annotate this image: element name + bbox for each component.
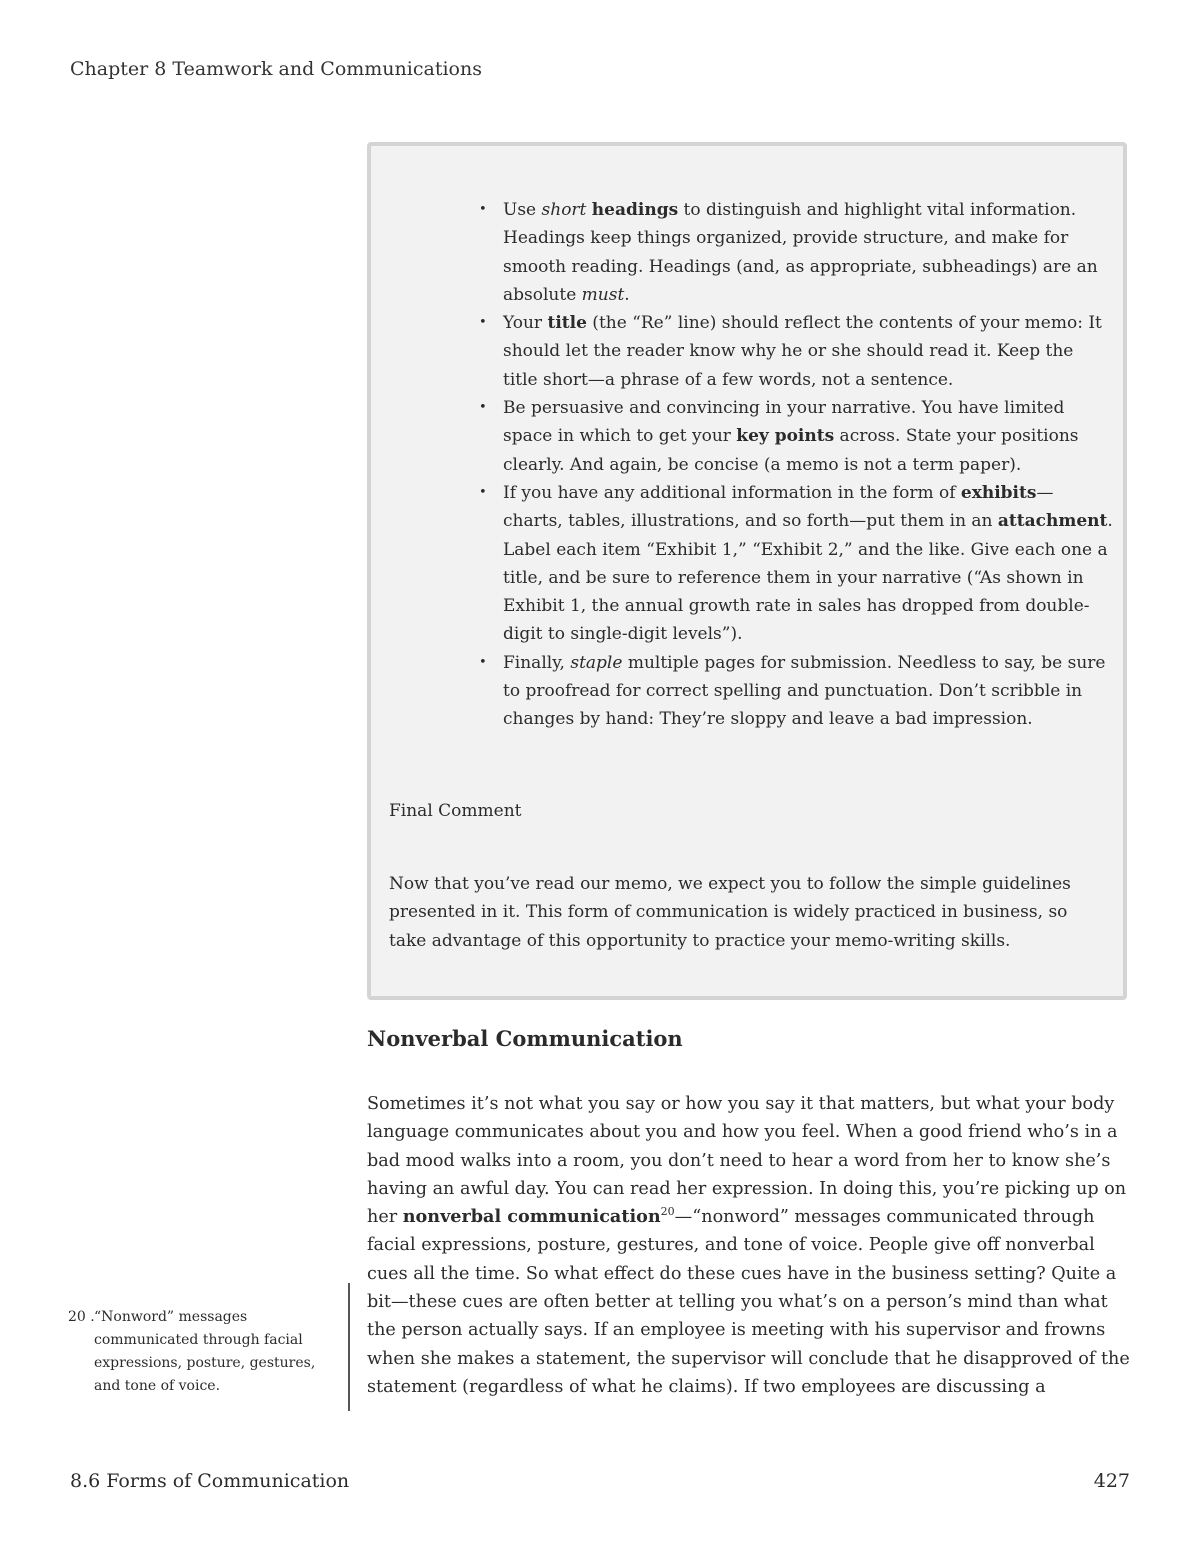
- list-item: [479, 394, 1113, 479]
- footnote-text: “Nonword” messages communicated through facial expressions, posture, gestures, and tone of voice.: [94, 1309, 316, 1394]
- running-head: Chapter 8 Teamwork and Communications: [70, 58, 482, 80]
- list-item-text: across. State your positions clearly. And again, be concise (a memo is not a term paper).: [503, 426, 1079, 475]
- bullet-icon: •: [479, 400, 487, 416]
- emphasis-italic: staple: [570, 652, 623, 673]
- paragraph-text-start: Sometimes it’s not what you say or how you say it that matters, but what your body language communicates about you and how you feel. When a good friend who’s in a bad mood walks into a room, you don’t need to hear a word from her to know she’s having an awful day. You can read her expression. In doing this, you’re picking up on her: [367, 1094, 1127, 1228]
- page-number: 427: [1093, 1470, 1130, 1492]
- emphasis-italic: short: [541, 200, 587, 220]
- list-item-text: Finally,: [503, 652, 571, 673]
- section-title: Nonverbal Communication: [367, 1026, 683, 1051]
- body-paragraph: [367, 1090, 1132, 1401]
- list-item-text: —charts, tables, illustrations, and so forth—put them in an: [503, 482, 1054, 532]
- emphasis-bold: exhibits: [960, 482, 1037, 503]
- emphasis-bold: attachment: [997, 511, 1108, 532]
- emphasis-bold: key points: [736, 426, 835, 447]
- list-item: [479, 196, 1113, 309]
- list-item-text: . Label each item “Exhibit 1,” “Exhibit 2,” and the like. Give each one a title, and be sure to reference them in your narrative (“As shown in Exhibit 1, the annual growth rate in sales has dropped from double-digit to single-digit levels”).: [503, 511, 1113, 645]
- footnote: [68, 1306, 343, 1398]
- bullet-icon: •: [479, 484, 487, 500]
- list-item-text: multiple pages for submission. Needless to say, be sure to proofread for correct spelling and punctuation. Don’t scribble in changes by hand: They’re sloppy and leave a bad impression.: [503, 652, 1106, 730]
- bullet-icon: •: [479, 315, 487, 331]
- list-item: [479, 309, 1113, 394]
- list-item-text: If you have any additional information in the form of: [503, 482, 961, 503]
- list-item-text: .: [624, 284, 630, 305]
- bullet-icon: •: [479, 654, 487, 670]
- list-item-text: to distinguish and highlight vital information. Headings keep things organized, provide structure, and make for smooth reading. Headings (and, as appropriate, subheadings) are an absolute: [503, 200, 1098, 305]
- margin-divider: [348, 1283, 350, 1411]
- emphasis-bold: title: [547, 313, 587, 334]
- list-item-text: (the “Re” line) should reflect the contents of your memo: It should let the reader know why he or she should read it. Keep the title short—a phrase of a few words, not a sentence.: [503, 313, 1102, 390]
- footer-section-label: 8.6 Forms of Communication: [70, 1470, 350, 1492]
- list-item: [479, 649, 1113, 734]
- memo-sample-box: [367, 142, 1127, 1000]
- paragraph-text-end: —“nonword” messages communicated through facial expressions, posture, gestures, and tone of voice. People give off nonverbal cues all the time. So what effect do these cues have in the business setting? Quite a bit—these cues are often better at telling you what’s on a person’s mind than what the person actually says. If an employee is meeting with his supervisor and frowns when she makes a statement, the supervisor will conclude that he disapproved of the statement (regardless of what he claims). If two employees are discussing a: [367, 1207, 1130, 1397]
- list-item-text: Be persuasive and convincing in your narrative. You have limited space in which to get your: [503, 398, 1065, 447]
- key-term: nonverbal communication: [402, 1206, 661, 1228]
- final-comment-heading: Final Comment: [389, 801, 522, 821]
- footnote-ref[interactable]: 20: [660, 1205, 675, 1219]
- footnote-number: 20 .: [68, 1309, 95, 1325]
- list-item-text: Use: [503, 200, 542, 220]
- final-comment-body: Now that you’ve read our memo, we expect you to follow the simple guidelines presented in it. This form of communication is widely practiced in business, so take advantage of this opportunity to practice your memo-writing skills.: [389, 874, 1071, 951]
- emphasis-italic: must: [581, 284, 625, 305]
- emphasis-bold: headings: [591, 200, 679, 220]
- bullet-icon: •: [479, 202, 487, 217]
- list-item: [479, 479, 1113, 649]
- memo-guidelines-list: [479, 196, 1113, 734]
- list-item-text: Your: [503, 313, 548, 334]
